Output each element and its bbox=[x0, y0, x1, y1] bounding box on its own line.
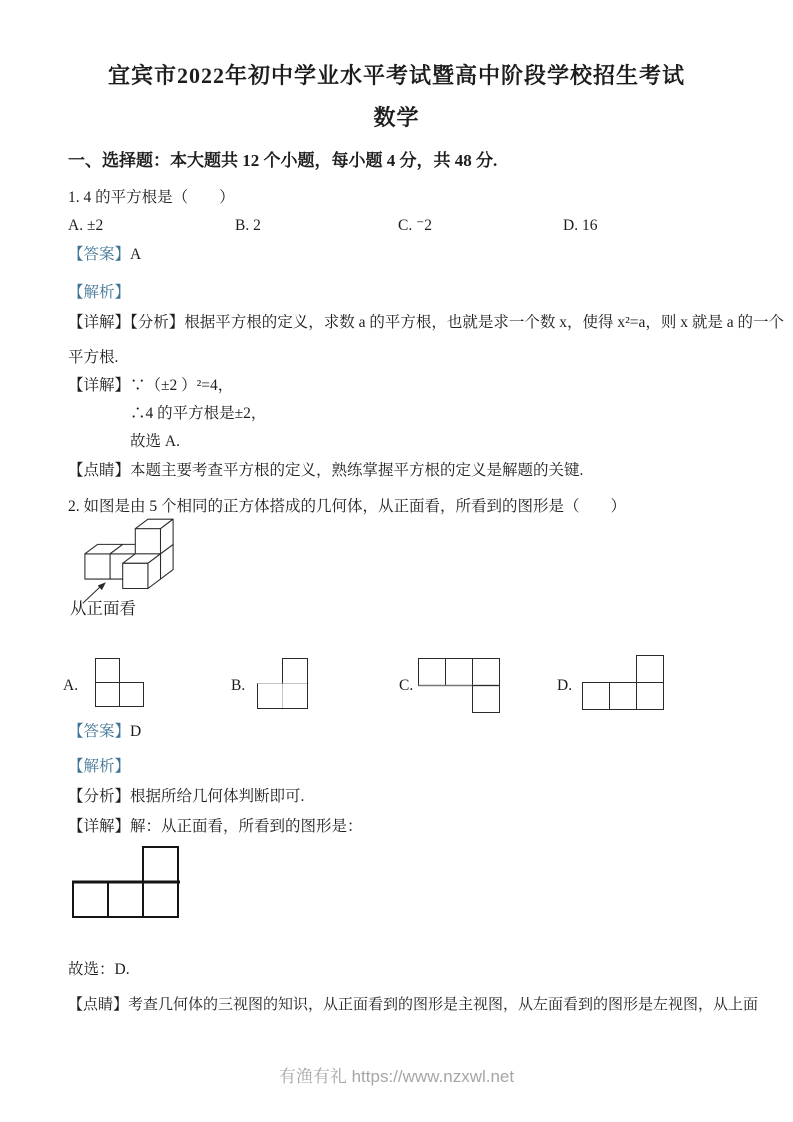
q2-option-c-figure bbox=[418, 658, 502, 714]
q1-detail-line2: 平方根. bbox=[68, 349, 119, 366]
q1-detail-line5: 故选 A. bbox=[130, 433, 180, 450]
q2-answer-figure bbox=[72, 843, 182, 921]
q1-option-a bbox=[68, 216, 103, 235]
q1-option-d bbox=[563, 216, 597, 235]
q1-detail-line3: 【详解】∵（±2 ）²=4， bbox=[68, 377, 234, 394]
q2-analysis-tag: 【解析】 bbox=[68, 758, 131, 775]
footer-watermark: 有渔有礼 https://www.nzxwl.net bbox=[278, 1067, 515, 1086]
q2-stem: 2. 如图是由 5 个相同的正方体搭成的几何体，从正面看，所看到的图形是（ ） bbox=[68, 498, 627, 515]
q1-option-d-text: 16 bbox=[581, 217, 598, 234]
q1-option-a-key: A. bbox=[68, 217, 84, 234]
q1-detail-line1: 【详解】【分析】根据平方根的定义，求数 a 的平方根，也就是求一个数 x，使得 x²=a，则 x 就是 a 的一个 bbox=[68, 314, 785, 331]
q1-analysis-tag: 【解析】 bbox=[68, 284, 131, 301]
q1-stem: 1. 4 的平方根是（ ） bbox=[68, 189, 235, 206]
q1-option-b bbox=[235, 216, 261, 235]
q2-option-a-figure bbox=[95, 658, 145, 708]
q2-analysis: 【分析】根据所给几何体判断即可. bbox=[68, 788, 305, 805]
q2-answer-value: D bbox=[130, 723, 142, 740]
q1-detail-line4: ∴4 的平方根是±2， bbox=[130, 405, 267, 422]
q2-option-d-key: D. bbox=[557, 677, 573, 694]
q2-option-a-key: A. bbox=[63, 677, 79, 694]
q1-option-c-text: ⁻2 bbox=[416, 217, 433, 234]
section-heading: 一、选择题：本大题共 12 个小题，每小题 4 分，共 48 分. bbox=[68, 151, 498, 170]
q1-option-c-key: C. bbox=[398, 217, 413, 234]
q2-answer-line bbox=[68, 722, 141, 741]
page-subtitle: 数学 bbox=[373, 105, 420, 130]
q1-answer-tag: 【答案】 bbox=[68, 246, 131, 263]
q2-tip: 【点睛】考查几何体的三视图的知识，从正面看到的图形是主视图，从左面看到的图形是左视图，从上面 bbox=[68, 997, 759, 1013]
q1-option-d-key: D. bbox=[563, 217, 579, 234]
q2-option-c-key: C. bbox=[399, 677, 414, 694]
q1-tip: 【点睛】本题主要考查平方根的定义，熟练掌握平方根的定义是解题的关键. bbox=[68, 462, 584, 479]
q1-answer-value: A bbox=[130, 246, 142, 263]
q2-option-b-figure bbox=[257, 658, 309, 710]
q2-detail: 【详解】解：从正面看，所看到的图形是： bbox=[68, 818, 363, 835]
q1-option-a-text: ±2 bbox=[86, 217, 104, 234]
q2-answer-tag: 【答案】 bbox=[68, 723, 131, 740]
q1-option-b-key: B. bbox=[235, 217, 250, 234]
page-title: 宜宾市2022年初中学业水平考试暨高中阶段学校招生考试 bbox=[107, 63, 685, 88]
q2-option-b-key: B. bbox=[231, 677, 246, 694]
q2-option-d-figure bbox=[582, 655, 666, 713]
q1-option-b-text: 2 bbox=[253, 217, 261, 234]
q1-answer-line bbox=[68, 245, 141, 264]
q1-option-c bbox=[398, 216, 432, 235]
q2-figure-caption: 从正面看 bbox=[70, 599, 136, 618]
q2-conclusion: 故选：D. bbox=[68, 961, 130, 978]
